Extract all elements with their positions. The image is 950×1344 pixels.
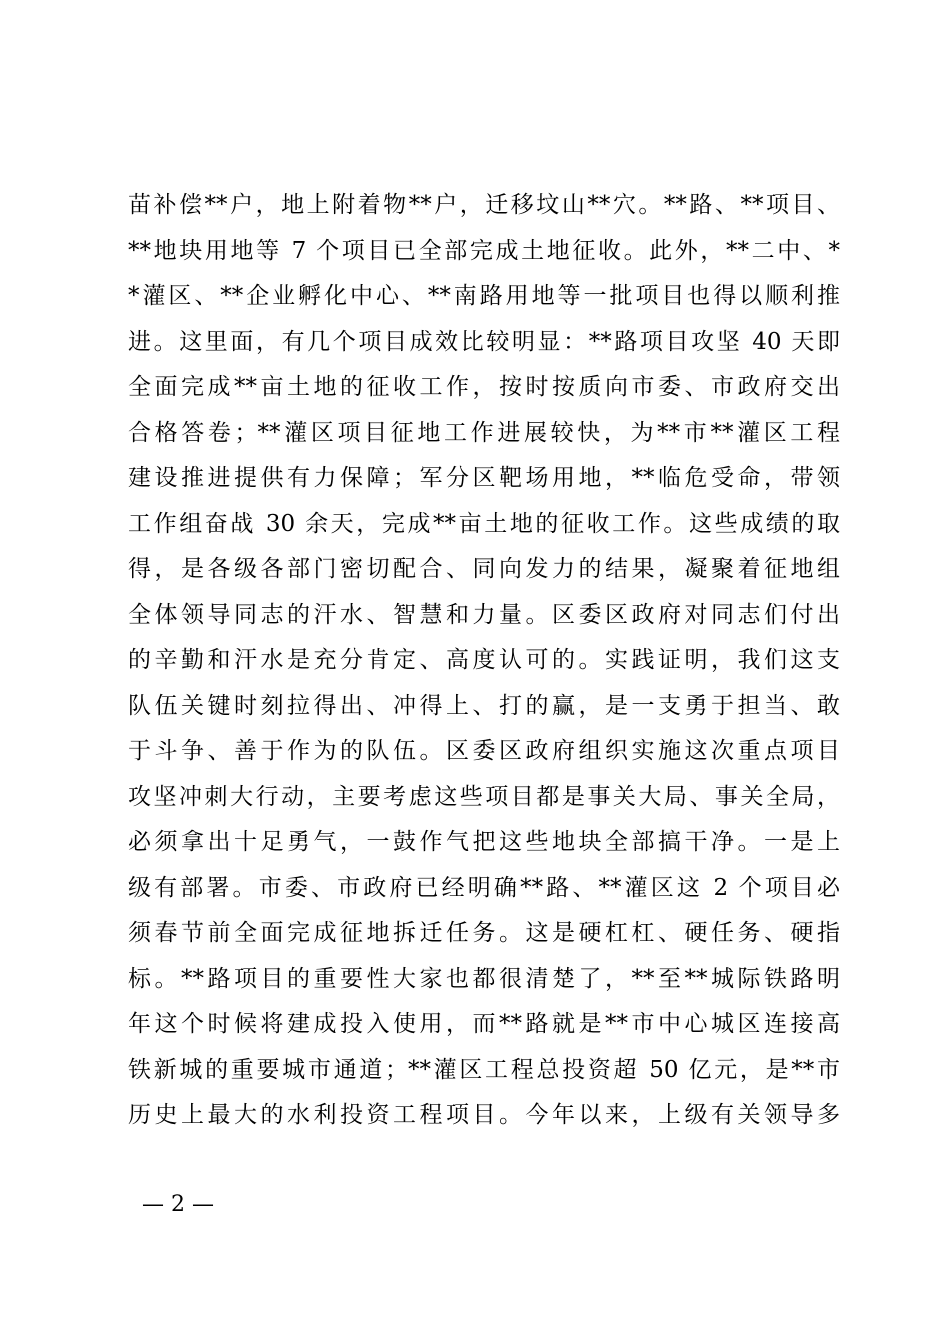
text-line-4: 进。这里面，有几个项目成效比较明显：**路项目攻坚 40 天即 [128, 328, 840, 355]
text-line-18: 标。**路项目的重要性大家也都很清楚了，**至**城际铁路明 [128, 965, 840, 992]
text-line-16: 级有部署。市委、市政府已经明确**路、**灌区这 2 个项目必 [128, 874, 840, 901]
text-line-15: 必须拿出十足勇气，一鼓作气把这些地块全部搞干净。一是上 [128, 829, 840, 855]
text-line-21: 历史上最大的水利投资工程项目。今年以来，上级有关领导多 [128, 1102, 840, 1128]
text-line-14: 攻坚冲刺大行动，主要考虑这些项目都是事关大局、事关全局， [128, 783, 840, 810]
text-line-20: 铁新城的重要城市通道；**灌区工程总投资超 50 亿元，是**市 [128, 1056, 840, 1083]
text-line-8: 工作组奋战 30 余天，完成**亩土地的征收工作。这些成绩的取 [128, 510, 840, 537]
text-line-6: 合格答卷；**灌区项目征地工作进展较快，为**市**灌区工程 [128, 419, 840, 446]
text-line-2: **地块用地等 7 个项目已全部完成土地征收。此外，**二中、* [128, 237, 840, 264]
text-line-9: 得，是各级各部门密切配合、同向发力的结果，凝聚着征地组 [128, 556, 840, 582]
text-line-17: 须春节前全面完成征地拆迁任务。这是硬杠杠、硬任务、硬指 [128, 920, 840, 946]
page-number: — 2 — [142, 1192, 214, 1217]
text-line-19: 年这个时候将建成投入使用，而**路就是**市中心城区连接高 [128, 1011, 840, 1037]
text-line-13: 于斗争、善于作为的队伍。区委区政府组织实施这次重点项目 [128, 738, 840, 764]
text-line-3: *灌区、**企业孵化中心、**南路用地等一批项目也得以顺利推 [128, 283, 840, 309]
document-body [128, 183, 840, 1139]
text-line-5: 全面完成**亩土地的征收工作，按时按质向市委、市政府交出 [128, 374, 840, 400]
text-line-11: 的辛勤和汗水是充分肯定、高度认可的。实践证明，我们这支 [128, 647, 840, 673]
text-line-10: 全体领导同志的汗水、智慧和力量。区委区政府对同志们付出 [128, 601, 840, 628]
text-line-1: 苗补偿**户，地上附着物**户，迁移坟山**穴。**路、**项目、 [128, 192, 841, 218]
text-line-7: 建设推进提供有力保障；军分区靶场用地，**临危受命，带领 [128, 465, 840, 491]
text-line-12: 队伍关键时刻拉得出、冲得上、打的赢，是一支勇于担当、敢 [128, 692, 840, 719]
